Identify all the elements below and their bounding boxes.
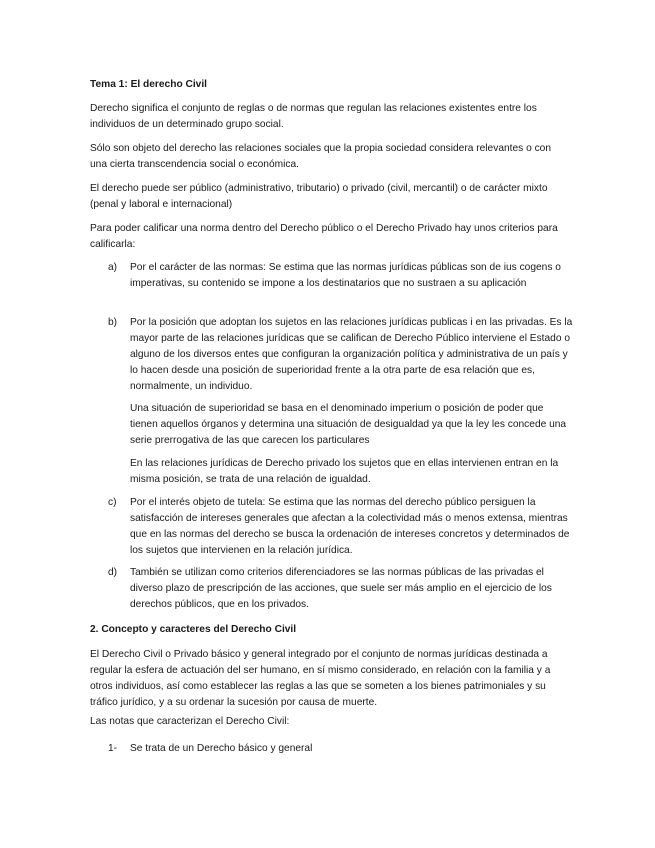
- list-item-text: También se utilizan como criterios diferenciadores se las normas públicas de las privadas el diverso plazo de prescripción de las acciones, que suele ser más amplio en el ejercicio de los derechos públicos, que en los privados.: [130, 567, 552, 610]
- list-item-text: Por el carácter de las normas: Se estima que las normas jurídicas públicas son de ius cogens o imperativas, su contenido se impone a los destinatarios que no sustraen a su aplicación: [130, 262, 561, 289]
- list-marker: c): [108, 497, 117, 508]
- list-item-b-continuation-1: Una situación de superioridad se basa en el denominado imperium o posición de poder que tienen aquellos órganos y determina una situación de desigualdad ya que la ley les concede una serie prerrogativa de las que carecen los particulares: [130, 403, 567, 446]
- list-marker: d): [108, 567, 118, 578]
- list-marker: a): [108, 262, 118, 273]
- list-marker: 1-: [108, 743, 118, 754]
- heading-1-title: : El derecho Civil: [124, 79, 208, 90]
- paragraph-civil-law-definition: El Derecho Civil o Privado básico y general integrado por el conjunto de normas jurídicas destinada a regular la esfera de actuación del ser humano, en sí mismo considerado, en relación con la familia y a otros individuos, así como establecer las reglas a las que se someten a los bienes patrimoniales y su tráfico jurídico, y a su ordenar la sucesión por causa de muerte.: [90, 649, 551, 708]
- paragraph-object: Sólo son objeto del derecho las relaciones sociales que la propia sociedad considera relevantes o con una cierta transcendencia social o económica.: [90, 143, 551, 170]
- list-item-text: Por la posición que adoptan los sujetos en las relaciones jurídicas publicas i en las privadas. Es la mayor parte de las relaciones jurídicas que se califican de Derecho Público interviene el Estado o alguno de los diversos entes que configuran la organización política y administrativa de un país y lo hacen desde una posición de superioridad frente a la otra parte de esa relación que es, normalmente, un individuo.: [130, 317, 573, 392]
- list-item-text: Por el interés objeto de tutela: Se estima que las normas del derecho público persiguen la satisfacción de intereses generales que afectan a la colectividad más o menos extensa, mientras que en las normas del derecho se busca la ordenación de intereses concretos y determinados de los sujetos que intervienen en la relación jurídica.: [130, 497, 570, 556]
- paragraph-types: El derecho puede ser público (administrativo, tributario) o privado (civil, mercantil) o de carácter mixto (penal y laboral e internacional): [90, 183, 548, 210]
- list-item-b-continuation-2: En las relaciones jurídicas de Derecho privado los sujetos que en ellas intervienen entran en la misma posición, se trata de una relación de igualdad.: [130, 458, 559, 485]
- paragraph-definition: Derecho significa el conjunto de reglas o de normas que regulan las relaciones existentes entre los individuos de un determinado grupo social.: [90, 103, 537, 130]
- paragraph-notes-intro: Las notas que caracterizan el Derecho Civil:: [90, 716, 290, 727]
- list-item-text: Se trata de un Derecho básico y general: [130, 743, 313, 754]
- list-marker: b): [108, 317, 118, 328]
- section-heading-2: 2. Concepto y caracteres del Derecho Civil: [90, 624, 297, 635]
- section-heading-1: [90, 77, 570, 93]
- heading-1-label: Tema 1: [90, 79, 125, 90]
- paragraph-criteria-intro: Para poder calificar una norma dentro del Derecho público o el Derecho Privado hay unos criterios para calificarla:: [90, 223, 558, 250]
